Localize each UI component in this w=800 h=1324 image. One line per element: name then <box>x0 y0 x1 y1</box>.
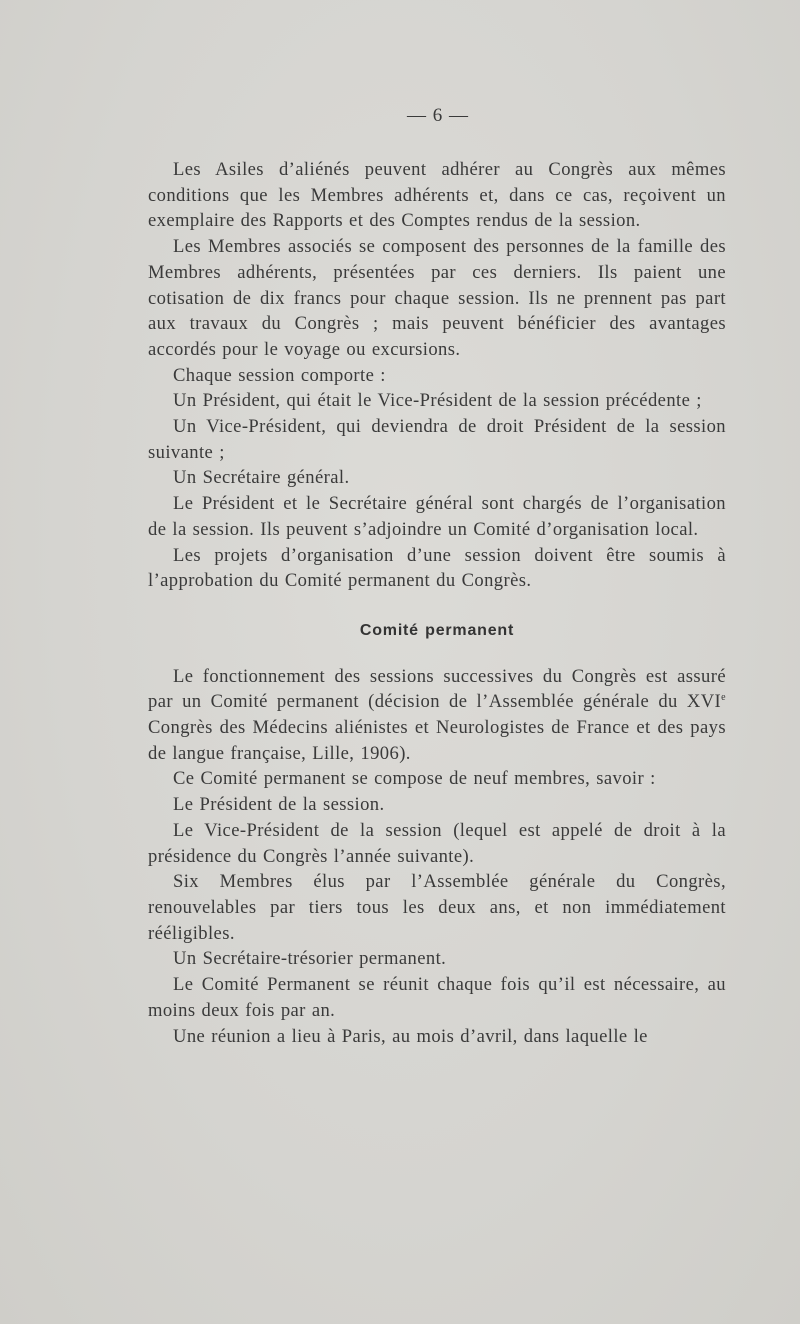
paragraph-le-vice-president: Le Vice-Président de la session (lequel est appelé de droit à la présidence du Congrès l’année suivante). <box>148 819 726 867</box>
paragraph-secretaire-tresorier: Un Secrétaire-trésorier permanent. <box>173 948 447 970</box>
paragraph-asiles: Les Asiles d’aliénés peuvent adhérer au Congrès aux mêmes conditions que les Membres adhérents et, dans ce cas, reçoivent un exemplaire des Rapports et des Comptes rendus de la session. <box>148 159 726 232</box>
paragraph-reunion-frequence: Le Comité Permanent se réunit chaque fois qu’il est nécessaire, au moins deux fois par an. <box>148 974 726 1021</box>
fonctionnement-text-start: Le fonctionnement des sessions successives du Congrès est assuré par un Comité permanent (décision de l’Assemblée générale du XVI <box>148 665 726 713</box>
paragraph-reunion-paris: Une réunion a lieu à Paris, au mois d’avril, dans laquelle le <box>173 1025 648 1047</box>
paragraph-membres-associes: Les Membres associés se composent des personnes de la famille des Membres adhérents, présentées par ces derniers. Ils paient une cotisation de dix francs pour chaque session. Ils ne prennent pas part aux travaux du Congrès ; mais peuvent bénéficier des avantages accordés pour le voyage ou excursions. <box>148 236 726 360</box>
paragraph-secretaire-general: Un Secrétaire général. <box>173 467 350 489</box>
page-number: — 6 — <box>407 105 469 126</box>
paragraph-le-president: Le Président de la session. <box>173 794 385 816</box>
section-heading: Comité permanent <box>359 621 515 639</box>
paragraph-projets: Les projets d’organisation d’une session doivent être soumis à l’approbation du Comité permanent du Congrès. <box>148 544 726 592</box>
ordinal-superscript: e <box>721 692 726 704</box>
paragraph-session-comporte: Chaque session comporte : <box>173 364 386 386</box>
paragraph-composition: Ce Comité permanent se compose de neuf membres, savoir : <box>173 768 656 790</box>
paragraph-six-membres: Six Membres élus par l’Assemblée générale du Congrès, renouvelables par tiers tous les deux ans, et non immédiatement rééligibles. <box>148 871 726 944</box>
paragraph-vice-president: Un Vice-Président, qui deviendra de droit Président de la session suivante ; <box>148 416 726 463</box>
paragraph-president: Un Président, qui était le Vice-Président de la session précédente ; <box>173 390 702 412</box>
paragraph-organisation: Le Président et le Secrétaire général sont chargés de l’organisation de la session. Ils peuvent s’adjoindre un Comité d’organisation local. <box>148 493 726 540</box>
body-text <box>148 157 726 1049</box>
fonctionnement-text-end: Congrès des Médecins aliénistes et Neurologistes de France et des pays de langue française, Lille, 1906). <box>148 717 726 764</box>
paragraph-fonctionnement <box>148 664 726 767</box>
